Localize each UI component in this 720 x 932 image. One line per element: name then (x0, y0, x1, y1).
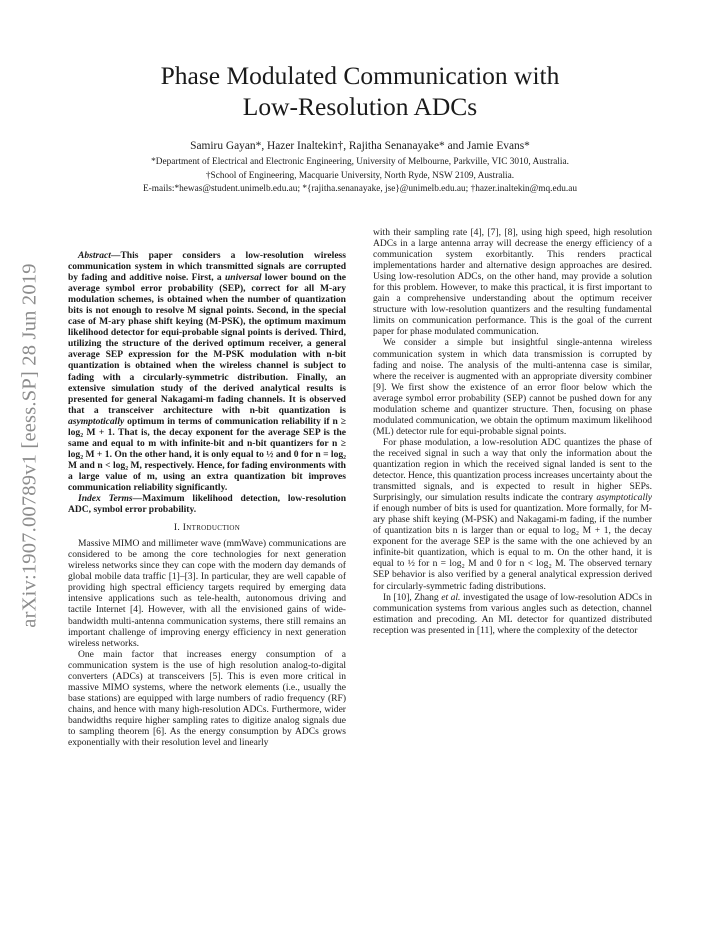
right-column (373, 227, 652, 636)
author-emails: E-mails:*hewas@student.unimelb.edu.au; *{rajitha.senanayake, jse}@unimelb.edu.au; †hazer.inaltekin@mq.edu.au (143, 184, 577, 194)
right-paragraph-1: with their sampling rate [4], [7], [8], using high speed, high resolution ADCs in a large antenna array will decrease the energy efficiency of a communication system exorbitantly. This renders practical implementations harder and alternative design approaches are desired. Using low-resolution ADCs, on the other hand, may provide a solution for this problem. However, to make this practical, it is first important to gain a comprehensive understanding about the optimum receiver structure with low-resolution quantizers and the resulting fundamental limits on communication performance. This is the goal of the current paper for phase modulated communication. (373, 227, 652, 338)
section-heading-introduction: I. Introduction (173, 522, 241, 534)
abstract-text-1: —This paper considers a low-resolution wireless communication system in which transmitted signals are corrupted by fading and additive noise. First, a (68, 250, 346, 284)
right-paragraph-3-emph: asymptotically (596, 492, 652, 504)
arxiv-identifier-stamp (6, 230, 54, 660)
paper-title-line-1: Phase Modulated Communication with (160, 61, 560, 90)
abstract (68, 250, 346, 493)
arxiv-identifier-text: arXiv:1907.00789v1 [eess.SP] 28 Jun 2019 (18, 262, 41, 628)
abstract-emph-1: universal (224, 272, 262, 284)
right-paragraph-2: We consider a simple but insightful single-antenna wireless communication system in which data transmission is corrupted by fading and noise. The analysis of the multi-antenna case is similar, where the receiver is augmented with an appropriate diversity combiner [9]. We first show the existence of an error floor below which the average symbol error probability (SEP) cannot be pushed down for any modulation scheme and quantizer structure. Then, focusing on phase modulated communication, we obtain the optimum maximum likelihood (ML) detector rule for equi-probable signal points. (373, 337, 652, 437)
index-terms-text: —Maximum likelihood detection, low-resolution ADC, symbol error probability. (68, 493, 346, 516)
abstract-lead: Abstract (78, 250, 111, 261)
right-paragraph-4-text-a: In [10], Zhang (383, 591, 442, 603)
right-paragraph-3-text-a: For phase modulation, a low-resolution ADC quantizes the phase of the received signal in such a way that only the information about the quantization region in which the received signal landed is sent to the detector. Hence, this quantization process increases uncertainty about the transmitted signals, and is expected to result in higher SEPs. Surprisingly, our simulation results indicate the contrary (373, 436, 652, 504)
left-column (68, 250, 346, 748)
abstract-text-2: lower bound on the average symbol error probability (SEP), correct for all M-ary modulation schemes, is obtained when the number of quantization bits is not enough to resolve M signal points. Second, in the special case of M-ary phase shift keying (M-PSK), the optimum maximum likelihood detector for equi-probable signal points is derived. Third, utilizing the structure of the derived optimum receiver, a general average SEP expression for the M-PSK modulation with n-bit quantization is obtained when the wireless channel is subject to fading with a circularly-symmetric distribution. Finally, an extensive simulation study of the derived analytical results is presented for general Nakagami-m fading channels. It is observed that a transceiver architecture with n-bit quantization is (68, 272, 346, 416)
intro-paragraph-2: One main factor that increases energy consumption of a communication system is the use of high resolution analog-to-digital converters (ADCs) at transceivers [5]. This is even more critical in massive MIMO systems, where the network elements (i.e., usually the base stations) are equipped with large numbers of radio frequency (RF) chains, and hence with many high-resolution ADCs. Furthermore, wider bandwidths require higher sampling rates to digitize analog signals due to sampling theorem [6]. As the energy consumption by ADCs grows exponentially with their resolution level and linearly (68, 648, 346, 749)
abstract-text-3: optimum in terms of communication reliability if n ≥ log₂ M + 1. That is, the decay exponent for the average SEP is the same and equal to m with infinite-bit and n-bit quantizers for n ≥ log₂ M + 1. On the other hand, it is only equal to ½ and 0 for n = log₂ M and n < log₂ M, respectively. Hence, for fading environments with a large value of m, using an extra quantization bit improves communication reliability significantly. (68, 415, 346, 493)
index-terms-lead: Index Terms (78, 493, 133, 505)
abstract-emph-2: asymptotically (68, 415, 125, 427)
paper-title-line-2: Low-Resolution ADCs (242, 92, 478, 121)
author-list: Samiru Gayan*, Hazer Inaltekin†, Rajitha Senanayake* and Jamie Evans* (190, 140, 530, 152)
affiliation-macquarie: †School of Engineering, Macquarie University, North Ryde, NSW 2109, Australia. (205, 171, 515, 181)
affiliation-melbourne: *Department of Electrical and Electronic Engineering, University of Melbourne, Parkville, VIC 3010, Australia. (151, 157, 569, 167)
right-paragraph-3 (373, 437, 652, 592)
right-paragraph-3-text-b: if enough number of bits is used for quantization. More formally, for M-ary phase shift keying (M-PSK) and Nakagami-m fading, if the number of quantization bits n is larger than or equal to log₂ M + 1, the decay exponent for the average SEP is the same with the one achieved by an infinite-bit quantization, which is equal to m. On the other hand, it is equal to ½ for n = log₂ M and 0 for n < log₂ M. The observed ternary SEP behavior is also verified by a general analytical expression derived for circularly-symmetric fading distributions. (373, 503, 652, 592)
right-paragraph-4-emph: et al. (441, 591, 461, 603)
paper-title (60, 60, 660, 122)
index-terms (68, 493, 346, 515)
right-paragraph-4 (373, 592, 652, 636)
intro-paragraph-1: Massive MIMO and millimeter wave (mmWave) communications are considered to be among the core technologies for next generation wireless networks since they can cope with the modern day demands of global mobile data traffic [1]–[3]. In particular, they are well capable of providing high spectral efficiency targets required by emerging data intensive applications such as tele-health, autonomous driving and tactile Internet [4]. However, with all the envisioned gains of wide-bandwidth multi-antenna communication systems, there still remains an important challenge of improving energy efficiency in next generation wireless networks. (68, 538, 346, 649)
right-paragraph-4-text-b: investigated the usage of low-resolution ADCs in communication systems from various angles such as detection, channel estimation and precoding. An ML detector for quantized distributed reception was presented in [11], where the complexity of the detector (373, 591, 653, 636)
